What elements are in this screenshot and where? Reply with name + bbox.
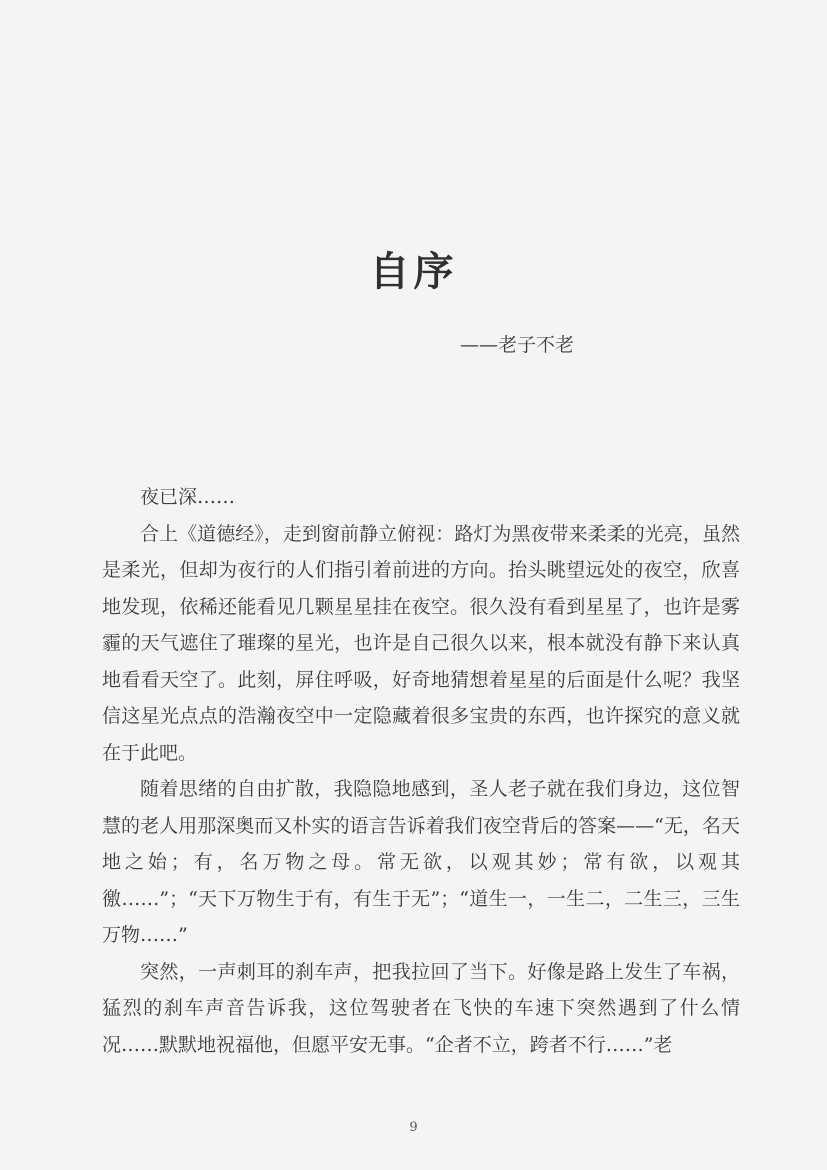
paragraph: 合上《道德经》，走到窗前静立俯视：路灯为黑夜带来柔柔的光亮，虽然是柔光，但却为夜行的人们指引着前进的方向。抬头眺望远处的夜空，欣喜地发现，依稀还能看见几颗星星挂在夜空。很久没有看到星星了，也许是雾霾的天气遮住了璀璨的星光，也许是自己很久以来，根本就没有静下来认真地看看天空了。此刻，屏住呼吸，好奇地猜想着星星的后面是什么呢？我坚信这星光点点的浩瀚夜空中一定隐藏着很多宝贵的东西，也许探究的意义就在于此吧。 (102, 522, 740, 764)
body-text (102, 479, 740, 1063)
chapter-subtitle: ——老子不老 (460, 334, 575, 356)
paragraph: 随着思绪的自由扩散，我隐隐地感到，圣人老子就在我们身边，这位智慧的老人用那深奥而又朴实的语言告诉着我们夜空背后的答案——“无，名天地之始；有，名万物之母。常无欲，以观其妙；常有欲，以观其徼……”；“天下万物生于有，有生于无”；“道生一，一生二，二生三，三生万物……” (102, 778, 740, 946)
page-number: 9 (409, 1120, 418, 1135)
paragraph: 突然，一声刺耳的刹车声，把我拉回了当下。好像是路上发生了车祸，猛烈的刹车声音告诉我，这位驾驶者在飞快的车速下突然遇到了什么情况……默默地祝福他，但愿平安无事。“企者不立，跨者不行……”老 (102, 960, 740, 1056)
chapter-title: 自序 (369, 248, 458, 295)
paragraph: 夜已深…… (140, 486, 236, 508)
